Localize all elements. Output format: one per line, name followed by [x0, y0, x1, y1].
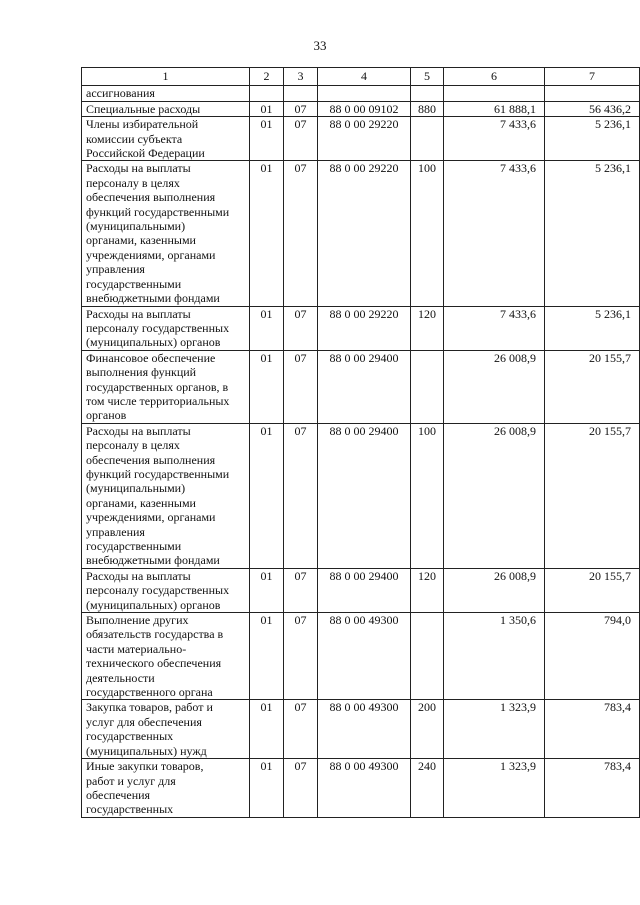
expense-type-cell: 120 — [411, 568, 444, 612]
amount-col7-cell: 783,4 — [545, 759, 640, 818]
item-name-line: государственного органа — [86, 685, 213, 700]
item-name-line: Выполнение других — [86, 613, 189, 628]
target-article-cell: 88 0 00 09102 — [318, 101, 411, 116]
header-cell: 5 — [411, 68, 444, 86]
item-name-line: персоналу в целях — [86, 438, 180, 453]
expense-type-cell — [411, 86, 444, 101]
section-cell: 01 — [250, 101, 284, 116]
target-article-cell: 88 0 00 29220 — [318, 117, 411, 161]
item-name-line: управления — [86, 262, 145, 277]
item-name-line: Иные закупки товаров, — [86, 759, 204, 774]
item-name-line: комиссии субъекта — [86, 131, 183, 146]
table-body — [82, 86, 640, 817]
section-cell: 01 — [250, 568, 284, 612]
item-name-cell — [82, 759, 250, 818]
expense-type-cell: 100 — [411, 423, 444, 568]
item-name-line: обеспечения — [86, 787, 151, 802]
item-name-line: Расходы на выплаты — [86, 423, 191, 438]
amount-col6-cell — [444, 86, 545, 101]
item-name-line: работ и услуг для — [86, 773, 176, 788]
item-name-line: (муниципальными) — [86, 481, 186, 496]
amount-col7-cell: 20 155,7 — [545, 423, 640, 568]
subsection-cell: 07 — [284, 117, 318, 161]
section-cell: 01 — [250, 759, 284, 818]
subsection-cell: 07 — [284, 568, 318, 612]
item-name-line: Специальные расходы — [86, 101, 201, 116]
item-name-cell — [82, 568, 250, 612]
item-name-line: обязательств государства в — [86, 627, 224, 642]
header-cell: 1 — [82, 68, 250, 86]
header-cell: 4 — [318, 68, 411, 86]
item-name-line: (муниципальных) нужд — [86, 743, 207, 758]
item-name-line: части материально- — [86, 641, 187, 656]
amount-col7-cell: 5 236,1 — [545, 117, 640, 161]
target-article-cell — [318, 86, 411, 101]
item-name-line: персоналу в целях — [86, 175, 180, 190]
amount-col7-cell: 794,0 — [545, 613, 640, 700]
item-name-line: функций государственными — [86, 466, 230, 481]
amount-col7-cell: 5 236,1 — [545, 161, 640, 306]
item-name-line: государственными — [86, 276, 182, 291]
amount-col6-cell: 26 008,9 — [444, 568, 545, 612]
amount-col7-cell: 20 155,7 — [545, 568, 640, 612]
table-row — [82, 101, 640, 116]
amount-col6-cell: 1 323,9 — [444, 759, 545, 818]
amount-col7-cell — [545, 86, 640, 101]
budget-table — [81, 67, 640, 818]
subsection-cell: 07 — [284, 306, 318, 350]
section-cell: 01 — [250, 613, 284, 700]
table-row — [82, 700, 640, 759]
item-name-line: обеспечения выполнения — [86, 452, 216, 467]
target-article-cell: 88 0 00 29220 — [318, 306, 411, 350]
target-article-cell: 88 0 00 49300 — [318, 700, 411, 759]
item-name-line: учреждениями, органами — [86, 247, 216, 262]
section-cell: 01 — [250, 700, 284, 759]
item-name-line: Финансовое обеспечение — [86, 350, 216, 365]
item-name-line: услуг для обеспечения — [86, 714, 202, 729]
item-name-line: государственных органов, в — [86, 379, 229, 394]
subsection-cell: 07 — [284, 759, 318, 818]
item-name-cell — [82, 613, 250, 700]
amount-col7-cell: 20 155,7 — [545, 350, 640, 423]
item-name-cell — [82, 700, 250, 759]
item-name-cell — [82, 161, 250, 306]
item-name-line: персоналу государственных — [86, 320, 230, 335]
item-name-line: функций государственными — [86, 204, 230, 219]
section-cell: 01 — [250, 306, 284, 350]
table-row — [82, 568, 640, 612]
section-cell: 01 — [250, 117, 284, 161]
target-article-cell: 88 0 00 29400 — [318, 423, 411, 568]
table-row — [82, 117, 640, 161]
target-article-cell: 88 0 00 29400 — [318, 350, 411, 423]
expense-type-cell: 200 — [411, 700, 444, 759]
table-row — [82, 350, 640, 423]
item-name-line: государственных — [86, 802, 174, 817]
subsection-cell: 07 — [284, 161, 318, 306]
expense-type-cell: 240 — [411, 759, 444, 818]
item-name-cell — [82, 101, 250, 116]
item-name-line: государственных — [86, 729, 174, 744]
item-name-line: внебюджетными фондами — [86, 291, 220, 306]
expense-type-cell: 100 — [411, 161, 444, 306]
item-name-line: органами, казенными — [86, 495, 196, 510]
item-name-line: (муниципальными) — [86, 219, 186, 234]
item-name-line: Члены избирательной — [86, 117, 199, 132]
amount-col6-cell: 26 008,9 — [444, 350, 545, 423]
table-row — [82, 86, 640, 101]
amount-col7-cell: 56 436,2 — [545, 101, 640, 116]
item-name-cell — [82, 86, 250, 101]
subsection-cell: 07 — [284, 700, 318, 759]
amount-col6-cell: 7 433,6 — [444, 117, 545, 161]
item-name-line: (муниципальных) органов — [86, 335, 221, 350]
item-name-cell — [82, 423, 250, 568]
item-name-line: деятельности — [86, 670, 155, 685]
item-name-cell — [82, 350, 250, 423]
item-name-line: органами, казенными — [86, 233, 196, 248]
subsection-cell: 07 — [284, 101, 318, 116]
item-name-line: управления — [86, 524, 145, 539]
subsection-cell: 07 — [284, 613, 318, 700]
item-name-line: учреждениями, органами — [86, 510, 216, 525]
item-name-line: выполнения функций — [86, 365, 197, 380]
amount-col6-cell: 61 888,1 — [444, 101, 545, 116]
expense-type-cell: 120 — [411, 306, 444, 350]
item-name-line: персоналу государственных — [86, 583, 230, 598]
item-name-line: органов — [86, 408, 127, 423]
amount-col6-cell: 1 323,9 — [444, 700, 545, 759]
expense-type-cell: 880 — [411, 101, 444, 116]
item-name-line: Закупка товаров, работ и — [86, 700, 213, 715]
amount-col6-cell: 7 433,6 — [444, 306, 545, 350]
expense-type-cell — [411, 117, 444, 161]
item-name-line: технического обеспечения — [86, 656, 222, 671]
subsection-cell — [284, 86, 318, 101]
section-cell: 01 — [250, 161, 284, 306]
amount-col7-cell: 5 236,1 — [545, 306, 640, 350]
item-name-line: ассигнования — [86, 86, 155, 101]
table-row — [82, 759, 640, 818]
header-cell: 2 — [250, 68, 284, 86]
section-cell: 01 — [250, 423, 284, 568]
header-cell: 7 — [545, 68, 640, 86]
item-name-cell — [82, 117, 250, 161]
target-article-cell: 88 0 00 49300 — [318, 613, 411, 700]
expense-type-cell — [411, 350, 444, 423]
table-row — [82, 306, 640, 350]
item-name-line: Расходы на выплаты — [86, 306, 191, 321]
item-name-line: Российской Федерации — [86, 146, 205, 161]
header-cell: 6 — [444, 68, 545, 86]
page-number: 33 — [313, 38, 327, 53]
item-name-line: внебюджетными фондами — [86, 553, 220, 568]
item-name-line: том числе территориальных — [86, 393, 230, 408]
section-cell: 01 — [250, 350, 284, 423]
item-name-line: Расходы на выплаты — [86, 568, 191, 583]
target-article-cell: 88 0 00 29220 — [318, 161, 411, 306]
target-article-cell: 88 0 00 49300 — [318, 759, 411, 818]
header-cell: 3 — [284, 68, 318, 86]
subsection-cell: 07 — [284, 350, 318, 423]
item-name-line: государственными — [86, 539, 182, 553]
item-name-cell — [82, 306, 250, 350]
section-cell — [250, 86, 284, 101]
table-row — [82, 423, 640, 568]
amount-col7-cell: 783,4 — [545, 700, 640, 759]
header-row — [82, 68, 640, 86]
amount-col6-cell: 7 433,6 — [444, 161, 545, 306]
item-name-line: (муниципальных) органов — [86, 597, 221, 612]
expense-type-cell — [411, 613, 444, 700]
subsection-cell: 07 — [284, 423, 318, 568]
table-row — [82, 161, 640, 306]
table-row — [82, 613, 640, 700]
amount-col6-cell: 26 008,9 — [444, 423, 545, 568]
amount-col6-cell: 1 350,6 — [444, 613, 545, 700]
item-name-line: Расходы на выплаты — [86, 161, 191, 176]
item-name-line: обеспечения выполнения — [86, 190, 216, 205]
target-article-cell: 88 0 00 29400 — [318, 568, 411, 612]
